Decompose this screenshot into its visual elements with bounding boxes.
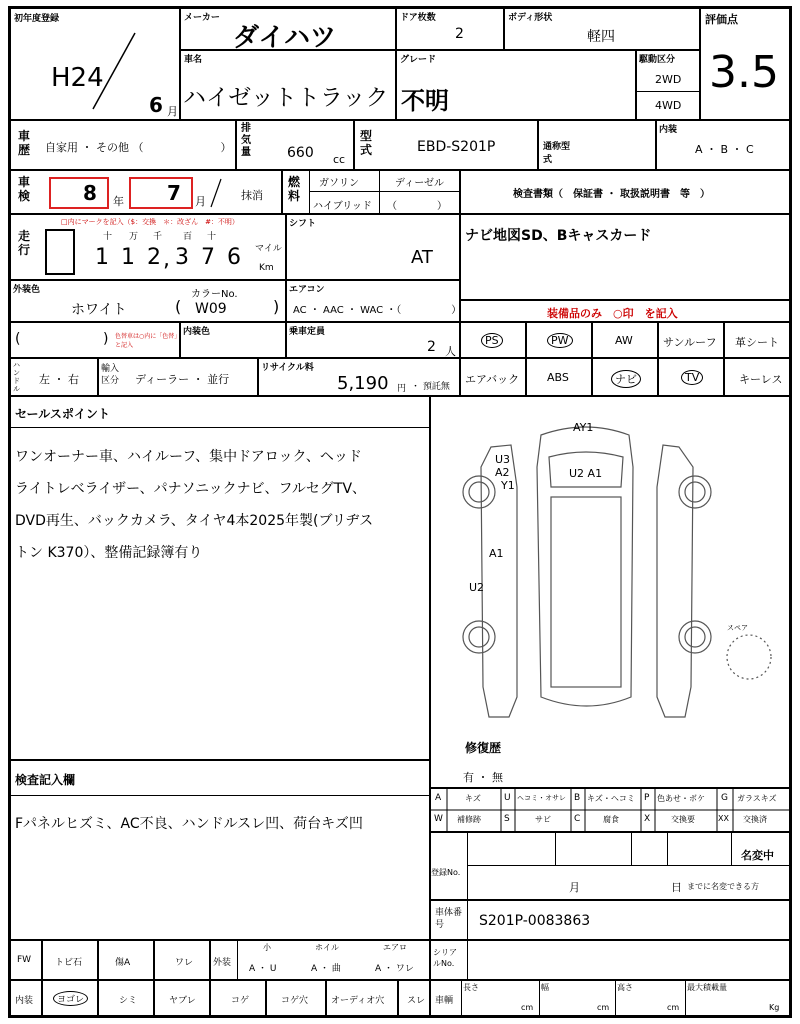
exterior-small: 小 [263, 943, 271, 952]
drive-2wd: 2WD [655, 73, 682, 86]
legend-desc-p: 色あせ・ボケ [657, 794, 705, 803]
score-label: 評価点 [705, 13, 738, 26]
equip-leather-label: 革シート [735, 336, 779, 349]
mileage-km: Km [259, 263, 274, 273]
interior-bottom-label: 内装 [15, 996, 34, 1006]
bottom-interior-cell [10, 980, 42, 1016]
max-load-unit: Kg [769, 1003, 780, 1012]
slash-divider [91, 31, 137, 111]
damage-mark-u3: U3 [495, 453, 511, 466]
name-change-label: 名変中 [741, 849, 774, 862]
fuel-label: 燃料 [287, 175, 300, 203]
equip-tv [658, 358, 724, 396]
interior-item-5: オーディオ穴 [331, 996, 385, 1006]
legend-code-u: U [504, 793, 511, 803]
color-change-note: 色替車は○内に「色替」と記入 [115, 333, 181, 349]
width-label: 幅 [541, 983, 549, 992]
equip-pw-label: PW [547, 333, 573, 348]
equip-navi-label: ナビ [611, 370, 641, 388]
equip-ps-label: PS [481, 333, 503, 348]
interior-grades: A ・ B ・ C [695, 143, 754, 156]
inspection-notes-text: Fパネルヒズミ、AC不良、ハンドルスレ凹、荷台キズ凹 [15, 816, 363, 832]
inspection-year: 8 [83, 181, 97, 205]
equip-aw-label: AW [615, 334, 633, 347]
color-no-value: W09 [195, 301, 227, 317]
repair-label: 修復歴 [465, 741, 502, 755]
mileage-digit-4: 7 [201, 245, 215, 270]
bottom-burnhole-cell [266, 980, 326, 1016]
first-reg-month: 6 [149, 93, 163, 117]
exterior-wheel-value: A ・ 曲 [311, 964, 341, 974]
damage-mark-a2: A2 [495, 466, 510, 479]
grade-value: 不明 [401, 87, 449, 115]
bottom-burn-cell [210, 980, 266, 1016]
doors-cell [396, 8, 504, 50]
legend-desc-u: ヘコミ・オサレ [517, 794, 566, 802]
fw-label: FW [17, 955, 32, 965]
equip-airbag-label: エアバック [465, 373, 520, 386]
equip-ps [460, 322, 526, 358]
fuel-hybrid: ハイブリッド [313, 201, 372, 212]
handle-label: ハンドル [13, 361, 20, 393]
bottom-serial-cell [430, 940, 790, 980]
mileage-unit-0: 十 [103, 232, 113, 242]
auction-sheet [8, 6, 792, 1018]
legend-desc-xx: 交換済 [743, 815, 767, 824]
equip-pw [526, 322, 592, 358]
recycle-cell [258, 358, 460, 396]
color-label: 外装色 [13, 285, 41, 295]
size-label: 車輌 [435, 996, 454, 1006]
interior-grade-cell [656, 120, 790, 170]
bottom-scuff-cell [398, 980, 430, 1016]
bottom-chip-cell [42, 940, 98, 980]
equip-abs [526, 358, 592, 396]
mileage-digit-2: 2 [147, 245, 161, 270]
maker-value: ダイハツ [233, 23, 336, 53]
model-cell [354, 120, 538, 170]
max-load-label: 最大積載量 [687, 983, 727, 992]
sales-point-label: セールスポイント [15, 407, 110, 421]
displacement-unit: cc [333, 153, 346, 166]
common-model-cell [538, 120, 656, 170]
equip-keyless-label: キーレス [739, 373, 783, 386]
color-no-paren-l: ( [175, 297, 182, 316]
score-cell [700, 8, 790, 120]
legend-desc-x: 交換要 [671, 815, 695, 824]
fuel-gasoline: ガソリン [319, 178, 359, 189]
height-label: 高さ [617, 983, 633, 992]
handle-cell [10, 358, 98, 396]
drive-4wd: 4WD [655, 99, 682, 112]
mileage-digit-1: 1 [121, 245, 135, 270]
body-label: ボディ形状 [508, 13, 553, 23]
registration-day: 日 [671, 881, 682, 894]
interior-item-1: シミ [119, 996, 138, 1006]
height-unit: cm [667, 1003, 680, 1012]
car-diagram-cell [430, 396, 790, 788]
body-value: 軽四 [587, 29, 615, 45]
history-value: 自家用 ・ その他 （ ） [45, 141, 232, 154]
import-value: ディーラー ・ 並行 [135, 373, 230, 386]
equip-sunroof [658, 322, 724, 358]
exterior-small-value: A ・ U [249, 964, 277, 974]
legend-desc-a: キズ [465, 794, 481, 803]
bottom-scratch-cell [98, 940, 154, 980]
sales-point-line-2: ライトレベライザー、パナソニックナビ、フルセグTV、 [15, 481, 367, 497]
bottom-crack-cell [154, 940, 210, 980]
docs-value: 検査書類（ 保証書 ・ 取扱説明書 等 ） [513, 189, 710, 200]
capacity-value: 2 [427, 339, 436, 355]
first-reg-label: 初年度登録 [14, 14, 60, 24]
displacement-cell [236, 120, 354, 170]
chassis-label: 車体番号 [435, 908, 463, 930]
capacity-label: 乗車定員 [289, 327, 326, 337]
interior-label: 内装 [659, 125, 678, 135]
common-model-label: 通称型式 [543, 142, 571, 165]
chassis-cell [430, 900, 790, 940]
inspection-month-unit: 月 [195, 195, 206, 208]
aircon-cell [286, 280, 460, 322]
equipment-title: 装備品のみ ○印 を記入 [547, 307, 678, 320]
interior-item-0: ヨゴレ [53, 991, 88, 1006]
legend-desc-g: ガラスキズ [737, 794, 777, 803]
exterior-aero-value: A ・ ワレ [375, 964, 414, 974]
car-name-cell [180, 50, 396, 120]
doors-value: 2 [455, 26, 464, 42]
recycle-deposit: ・ 預託無 [411, 382, 450, 392]
displacement-label: 排気量 [241, 123, 251, 158]
cancel-label: 抹消 [241, 189, 263, 202]
capacity-cell [286, 322, 460, 358]
color-change-paren-r: ) [103, 331, 109, 347]
history-label: 車歴 [17, 129, 30, 157]
mileage-note: □内にマークを記入（$：交換 ＊：改ざん #：不明） [61, 218, 239, 226]
score-value: 3.5 [709, 47, 779, 98]
damage-mark-y1: Y1 [501, 479, 515, 492]
maker-cell [180, 8, 396, 53]
shift-label: シフト [289, 219, 317, 229]
nav-note-cell [460, 214, 790, 300]
repair-value: 有 ・ 無 [463, 771, 503, 784]
interior-color-cell [180, 322, 286, 358]
mileage-digit-3: 3 [175, 245, 189, 270]
grade-cell [396, 50, 636, 120]
docs-cell [460, 170, 790, 214]
exterior-wheel: ホイル [315, 943, 339, 952]
spare-label: スペア [727, 624, 748, 632]
body-cell [504, 8, 700, 50]
mileage-unit-2: 千 [153, 232, 163, 242]
color-no-paren-r: ) [273, 297, 280, 316]
legend-code-b: B [574, 793, 581, 803]
mileage-digit-0: 1 [95, 245, 109, 270]
registration-no-label: 登録No. [431, 868, 461, 877]
equip-navi [592, 358, 658, 396]
aircon-label: エアコン [289, 285, 325, 295]
car-name-value: ハイゼットトラック [183, 85, 389, 111]
recycle-value: 5,190 [337, 373, 389, 394]
capacity-unit: 人 [445, 345, 456, 358]
fw-item-2: ワレ [175, 958, 194, 968]
legend-desc-c: 腐食 [603, 815, 619, 824]
color-no-label: カラーNo. [191, 289, 238, 300]
registration-cell [430, 832, 790, 900]
inspection-month: 7 [167, 181, 181, 205]
interior-item-0-wrap [53, 991, 88, 1006]
bottom-exterior-cell [210, 940, 430, 980]
first-registration-cell [10, 8, 180, 120]
exterior-label: 外装 [213, 958, 232, 968]
mileage-mile: マイル [255, 244, 282, 254]
length-unit: cm [521, 1003, 534, 1012]
displacement-value: 660 [287, 145, 314, 161]
sales-point-cell [10, 396, 430, 760]
mileage-cell [10, 214, 286, 280]
bottom-fw-cell [10, 940, 42, 980]
color-change-paren-l: ( [15, 331, 21, 347]
shift-value: AT [411, 247, 433, 268]
legend-code-p: P [644, 793, 650, 803]
equipment-title-cell [460, 300, 790, 322]
chassis-value: S201P-0083863 [479, 913, 591, 929]
legend-code-g: G [721, 793, 728, 803]
legend-desc-w: 補修跡 [457, 815, 481, 824]
width-unit: cm [597, 1003, 610, 1012]
drive-label: 駆動区分 [639, 55, 676, 65]
interior-item-2: ヤブレ [169, 996, 196, 1006]
mileage-unit-3: 百 [183, 232, 193, 242]
damage-mark-a1: A1 [489, 547, 504, 560]
equip-aw [592, 322, 658, 358]
registration-until: までに名変できる方 [687, 882, 759, 891]
damage-mark-u2a1: U2 A1 [569, 467, 603, 480]
history-cell [10, 120, 236, 170]
legend-desc-b: キズ・ヘコミ [587, 794, 635, 803]
model-value: EBD-S201P [417, 139, 496, 155]
exterior-aero: エアロ [383, 943, 407, 952]
mileage-unit-1: 万 [129, 232, 139, 242]
bottom-audiohole-cell [326, 980, 398, 1016]
nav-note: ナビ地図SD、Bキャスカード [465, 228, 652, 244]
sales-point-line-1: ワンオーナー車、ハイルーフ、集中ドアロック、ヘッド [15, 449, 362, 465]
equip-tv-label: TV [681, 370, 703, 385]
bottom-stain-cell [98, 980, 154, 1016]
color-value: ホワイト [71, 302, 127, 318]
legend-code-w: W [434, 814, 443, 824]
maker-label: メーカー [184, 13, 220, 23]
legend-code-xx: XX [718, 814, 729, 823]
equip-keyless [724, 358, 790, 396]
import-cell [98, 358, 258, 396]
doors-label: ドア枚数 [400, 13, 436, 23]
registration-month: 月 [569, 881, 580, 894]
legend-desc-s: サビ [535, 815, 551, 824]
inspection-notes-cell [10, 760, 430, 940]
damage-mark-ay1: AY1 [573, 421, 594, 434]
inspection-cell [10, 170, 282, 214]
fuel-diesel: ディーゼル [395, 178, 444, 189]
interior-color-label: 内装色 [183, 327, 211, 337]
damage-mark-u2: U2 [469, 581, 485, 594]
inspection-label: 車検 [17, 175, 30, 203]
equip-abs-label: ABS [547, 371, 569, 384]
bottom-dirt-cell [42, 980, 98, 1016]
shift-cell [286, 214, 460, 280]
fuel-other: （ ） [387, 201, 447, 212]
sales-point-line-4: トン K370）、整備記録簿有り [15, 545, 203, 561]
import-label: 輸入区分 [101, 364, 120, 386]
first-reg-year: H24 [51, 63, 104, 93]
damage-legend [430, 788, 790, 832]
model-label: 型式 [359, 129, 372, 157]
interior-item-6: スレ [407, 996, 426, 1006]
color-cell [10, 280, 286, 322]
mileage-comma: , [163, 247, 170, 272]
color-change-cell [10, 322, 180, 358]
bottom-size-cell [430, 980, 790, 1016]
recycle-unit: 円 [397, 384, 407, 394]
year-unit: 年 [113, 195, 124, 208]
fw-item-0: トビ石 [55, 958, 83, 968]
interior-item-4: コゲ穴 [281, 996, 309, 1006]
handle-value: 左 ・ 右 [39, 373, 79, 386]
sales-point-line-3: DVD再生、バックカメラ、タイヤ4本2025年製(ブリヂス [15, 513, 374, 529]
equip-sunroof-label: サンルーフ [663, 336, 717, 349]
fw-item-1: 傷A [115, 958, 131, 968]
legend-code-a: A [435, 793, 442, 803]
bottom-tear-cell [154, 980, 210, 1016]
inspection-notes-label: 検査記入欄 [15, 773, 76, 787]
equip-airbag [460, 358, 526, 396]
legend-code-s: S [504, 814, 510, 824]
length-label: 長さ [463, 983, 479, 992]
mileage-digit-5: 6 [227, 245, 241, 270]
mileage-label: 走行 [17, 229, 30, 257]
drive-cell [636, 50, 700, 120]
mileage-unit-4: 十 [207, 232, 217, 242]
legend-code-x: X [644, 814, 651, 824]
equip-leather [724, 322, 790, 358]
car-name-label: 車名 [184, 55, 203, 65]
fuel-cell [282, 170, 460, 214]
serial-label: シリアルNo. [433, 948, 457, 968]
legend-code-c: C [574, 814, 581, 824]
aircon-value: AC ・ AAC ・ WAC ・（ ） [293, 305, 462, 316]
month-unit: 月 [167, 105, 178, 118]
recycle-label: リサイクル料 [261, 363, 314, 373]
interior-item-3: コゲ [231, 996, 250, 1006]
grade-label: グレード [400, 55, 437, 65]
car-outline-diagram [431, 397, 789, 787]
